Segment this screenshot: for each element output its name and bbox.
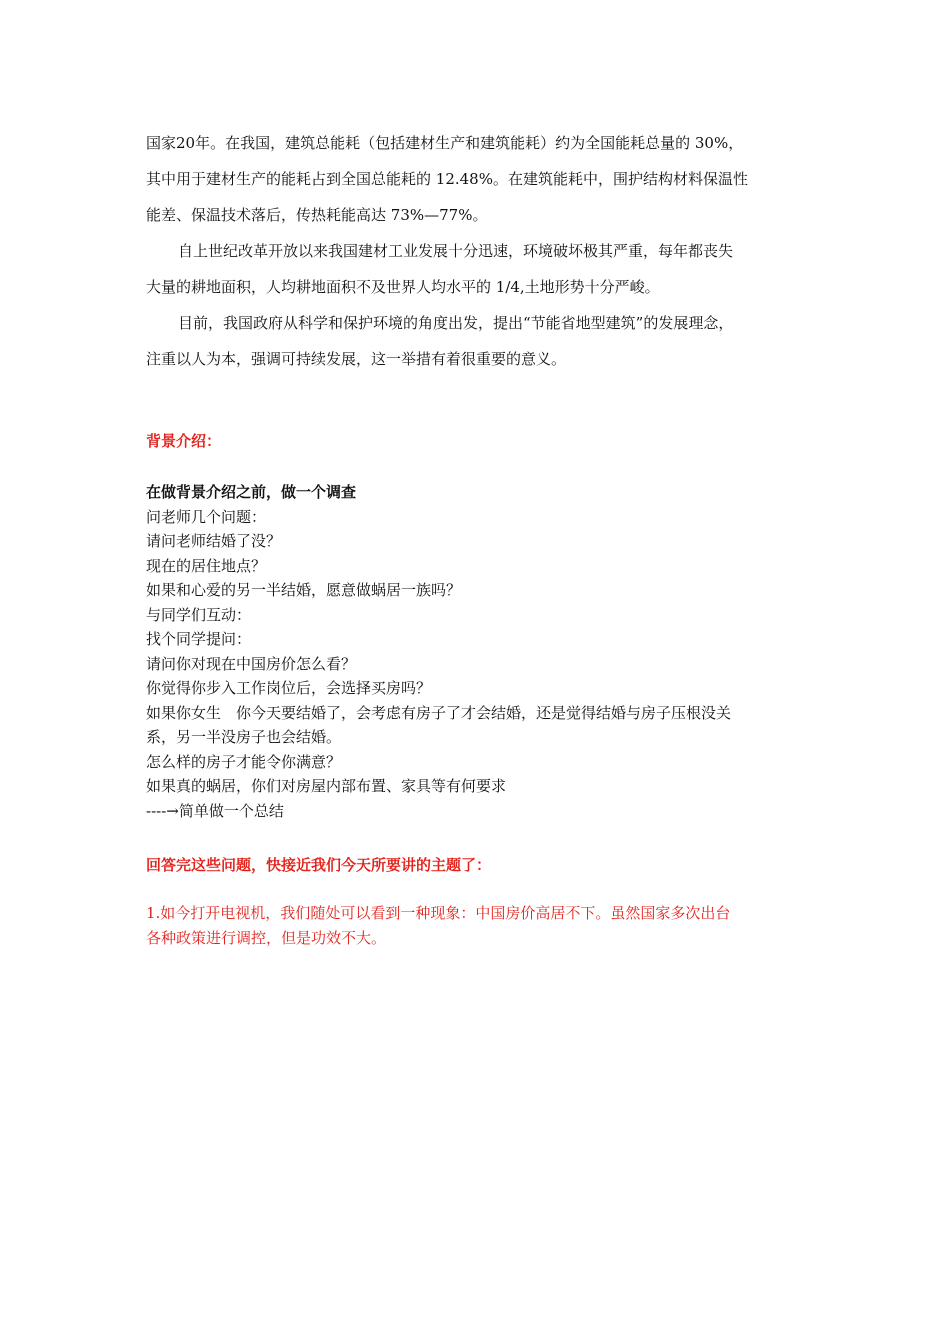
point-line: 1.如今打开电视机，我们随处可以看到一种现象：中国房价高居不下。虽然国家多次出台 (146, 904, 731, 922)
point-1-paragraph (146, 901, 816, 950)
survey-line: 如果真的蜗居，你们对房屋内部布置、家具等有何要求 (146, 777, 507, 795)
survey-line: 如果和心爱的另一半结婚，愿意做蜗居一族吗？ (146, 581, 462, 599)
intro-line: 国家20年。在我国，建筑总能耗（包括建材生产和建筑能耗）约为全国能耗总量的 30%， (146, 134, 744, 152)
survey-line: 现在的居住地点？ (146, 556, 267, 575)
paragraph-farmland (146, 233, 816, 305)
intro-line: 其中用于建材生产的能耗占到全国总能耗的 12.48%。在建筑能耗中，围护结构材料保温性 (146, 170, 748, 188)
survey-line: 怎么样的房子才能令你满意？ (146, 752, 342, 771)
survey-line: 请问老师结婚了没？ (146, 532, 282, 550)
survey-line: 请问你对现在中国房价怎么看？ (146, 654, 357, 673)
paragraph-policy (146, 305, 816, 377)
survey-line: 系，另一半没房子也会结婚。 (146, 728, 342, 746)
paragraph-line: 自上世纪改革开放以来我国建材工业发展十分迅速，环境破坏极其严重，每年都丧失 (178, 242, 734, 260)
survey-line: ----→简单做一个总结 (146, 801, 284, 820)
survey-line: 问老师几个问题： (146, 507, 267, 526)
paragraph-line: 注重以人为本，强调可持续发展，这一举措有着很重要的意义。 (146, 350, 567, 368)
survey-line: 你觉得你步入工作岗位后，会选择买房吗？ (146, 679, 432, 697)
survey-title: 在做背景介绍之前，做一个调查 (146, 483, 357, 501)
survey-line: 与同学们互动： (146, 605, 252, 624)
background-heading: 背景介绍： (146, 432, 222, 450)
survey-section (146, 480, 816, 823)
survey-line: 找个同学提问： (146, 630, 252, 648)
survey-line: 如果你女生 你今天要结婚了，会考虑有房子了才会结婚，还是觉得结婚与房子压根没关 (146, 703, 732, 722)
intro-paragraph (146, 125, 816, 233)
point-line: 各种政策进行调控，但是功效不大。 (146, 928, 387, 947)
paragraph-line: 目前，我国政府从科学和保护环境的角度出发，提出“节能省地型建筑”的发展理念， (178, 314, 734, 332)
intro-line: 能差、保温技术落后，传热耗能高达 73%—77%。 (146, 206, 488, 224)
answer-heading: 回答完这些问题，快接近我们今天所要讲的主题了： (146, 856, 492, 874)
paragraph-line: 大量的耕地面积，人均耕地面积不及世界人均水平的 1/4,土地形势十分严峻。 (146, 278, 660, 296)
